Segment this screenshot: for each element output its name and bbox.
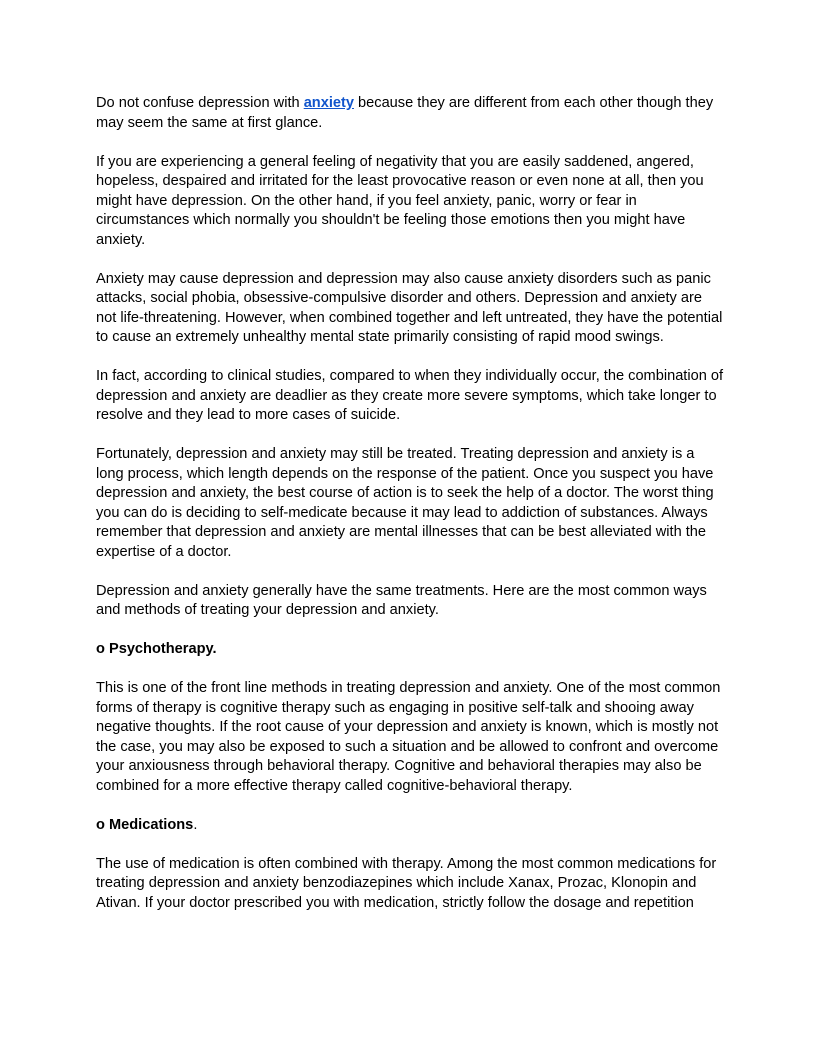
paragraph-treatment: Fortunately, depression and anxiety may still be treated. Treating depression and anxiety is a long process, which length depends on the response of the patient. Once you suspect you have depression and anxiety, the best course of action is to seek the help of a doctor. The worst thing you can do is deciding to self-medicate because it may lead to addiction of substances. Always remember that depression and anxiety are mental illnesses that can be best alleviated with the expertise of a doctor. xyxy=(96,446,714,560)
paragraph-medications: The use of medication is often combined with therapy. Among the most common medications for treating depression and anxiety benzodiazepines which include Xanax, Prozac, Klonopin and Ativan. If your doctor prescribed you with medication, strictly follow the dosage and repetition xyxy=(96,855,717,911)
paragraph-causes: Anxiety may cause depression and depression may also cause anxiety disorders such as panic attacks, social phobia, obsessive-compulsive disorder and others. Depression and anxiety are not life-threatening. However, when combined together and left untreated, they have the potential to cause an extremely unhealthy mental state primarily consisting of rapid mood swings. xyxy=(96,270,723,345)
heading-medications-period: . xyxy=(193,816,198,833)
heading-medications xyxy=(96,816,724,836)
heading-psychotherapy-text: o Psychotherapy. xyxy=(96,641,217,657)
heading-medications-text: o Medications xyxy=(96,816,194,833)
paragraph-clinical-studies: In fact, according to clinical studies, compared to when they individually occur, the combination of depression and anxiety are deadlier as they create more severe symptoms, which take longer to resolve and they lead to more cases of suicide. xyxy=(96,368,724,423)
document-page xyxy=(96,94,724,933)
paragraph-intro-text-before: Do not confuse depression with xyxy=(96,95,304,111)
paragraph-intro-text-after: because they are different from each other though they may seem the same at first glance. xyxy=(96,95,714,131)
paragraph-psychotherapy: This is one of the front line methods in treating depression and anxiety. One of the most common forms of therapy is cognitive therapy such as engaging in positive self-talk and shooing away negative thoughts. If the root cause of your depression and anxiety is known, which is mostly not the case, you may also be exposed to such a situation and be allowed to confront and overcome your anxiousness through behavioral therapy. Cognitive and behavioral therapies may also be combined for a more effective therapy called cognitive-behavioral therapy. xyxy=(96,680,721,794)
anxiety-link[interactable]: anxiety xyxy=(303,95,354,111)
paragraph-intro xyxy=(96,94,724,133)
paragraph-common-treatments: Depression and anxiety generally have the same treatments. Here are the most common ways and methods of treating your depression and anxiety. xyxy=(96,582,707,618)
paragraph-symptoms: If you are experiencing a general feeling of negativity that you are easily saddened, angered, hopeless, despaired and irritated for the least provocative reason or even none at all, then you might have depression. On the other hand, if you feel anxiety, panic, worry or fear in circumstances which normally you shouldn't be feeling those emotions then you might have anxiety. xyxy=(96,153,704,248)
heading-psychotherapy xyxy=(96,640,724,660)
